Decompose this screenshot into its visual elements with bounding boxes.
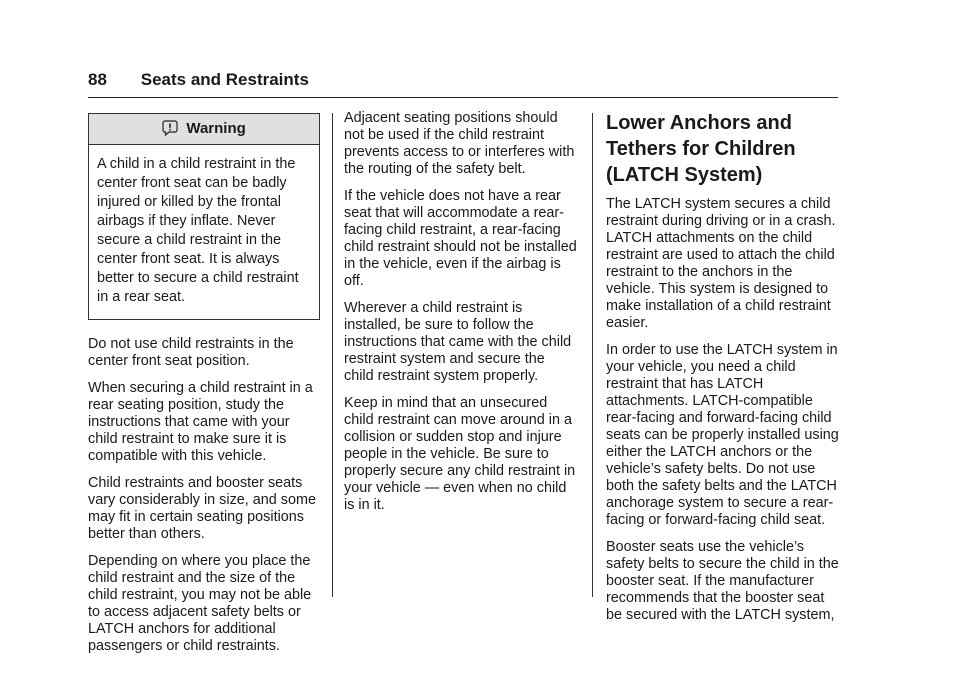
column-divider [592, 113, 593, 597]
warning-icon [162, 120, 178, 136]
paragraph: Child restraints and booster seats vary considerably in size, and some may fit in certain seating positions better than others. [88, 475, 316, 542]
column-3 [606, 110, 842, 634]
paragraph: If the vehicle does not have a rear seat that will accommodate a rear-facing child restraint, a rear-facing child restraint should not be installed in the vehicle, even if the airbag is off. [344, 188, 577, 289]
paragraph: The LATCH system secures a child restraint during driving or in a crash. LATCH attachments on the child restraint are used to attach the child restraint to the anchors in the vehicle. This system is designed to make installation of a child restraint easier. [606, 196, 836, 331]
paragraph: Do not use child restraints in the center front seat position. [88, 336, 294, 369]
warning-box [88, 113, 320, 320]
paragraph: In order to use the LATCH system in your vehicle, you need a child restraint that has LATCH attachments. LATCH-compatible rear-facing and forward-facing child seats can be properly installed using either the LATCH anchors or the vehicle’s safety belts. Do not use both the safety belts and the LATCH anchorage system to secure a rear-facing or forward-facing child seat. [606, 342, 839, 528]
paragraph: Adjacent seating positions should not be used if the child restraint prevents access to or interferes with the routing of the safety belt. [344, 110, 575, 177]
paragraph: Wherever a child restraint is installed, be sure to follow the instructions that came with the child restraint system and secure the child restraint system properly. [344, 300, 572, 384]
header-rule [88, 97, 838, 98]
page-number: 88 [88, 70, 107, 89]
warning-title: Warning [186, 120, 246, 137]
column-divider [332, 113, 333, 597]
column-2 [344, 110, 578, 524]
paragraph: Depending on where you place the child restraint and the size of the child restraint, you may not be able to access adjacent safety belts or LATCH anchors for additional passengers or child restraints. [88, 553, 312, 654]
section-heading: Lower Anchors and Tethers for Children (LATCH System) [606, 112, 796, 186]
warning-text: A child in a child restraint in the center front seat can be badly injured or killed by the frontal airbags if they inflate. Never secure a child restraint in the center front seat. It is always better to secure a child restraint in a rear seat. [97, 156, 299, 305]
paragraph: When securing a child restraint in a rear seating position, study the instructions that came with your child restraint to make sure it is compatible with this vehicle. [88, 380, 313, 464]
paragraph: Booster seats use the vehicle’s safety belts to secure the child in the booster seat. If the manufacturer recommends that the booster seat be secured with the LATCH system, [606, 539, 839, 623]
section-title: Seats and Restraints [140, 70, 309, 89]
paragraph: Keep in mind that an unsecured child restraint can move around in a collision or sudden stop and injure people in the vehicle. Be sure to properly secure any child restraint in your vehicle — even when no child is in it. [344, 395, 576, 513]
warning-header [89, 114, 319, 145]
column-1 [88, 113, 320, 665]
page-header [88, 70, 309, 90]
